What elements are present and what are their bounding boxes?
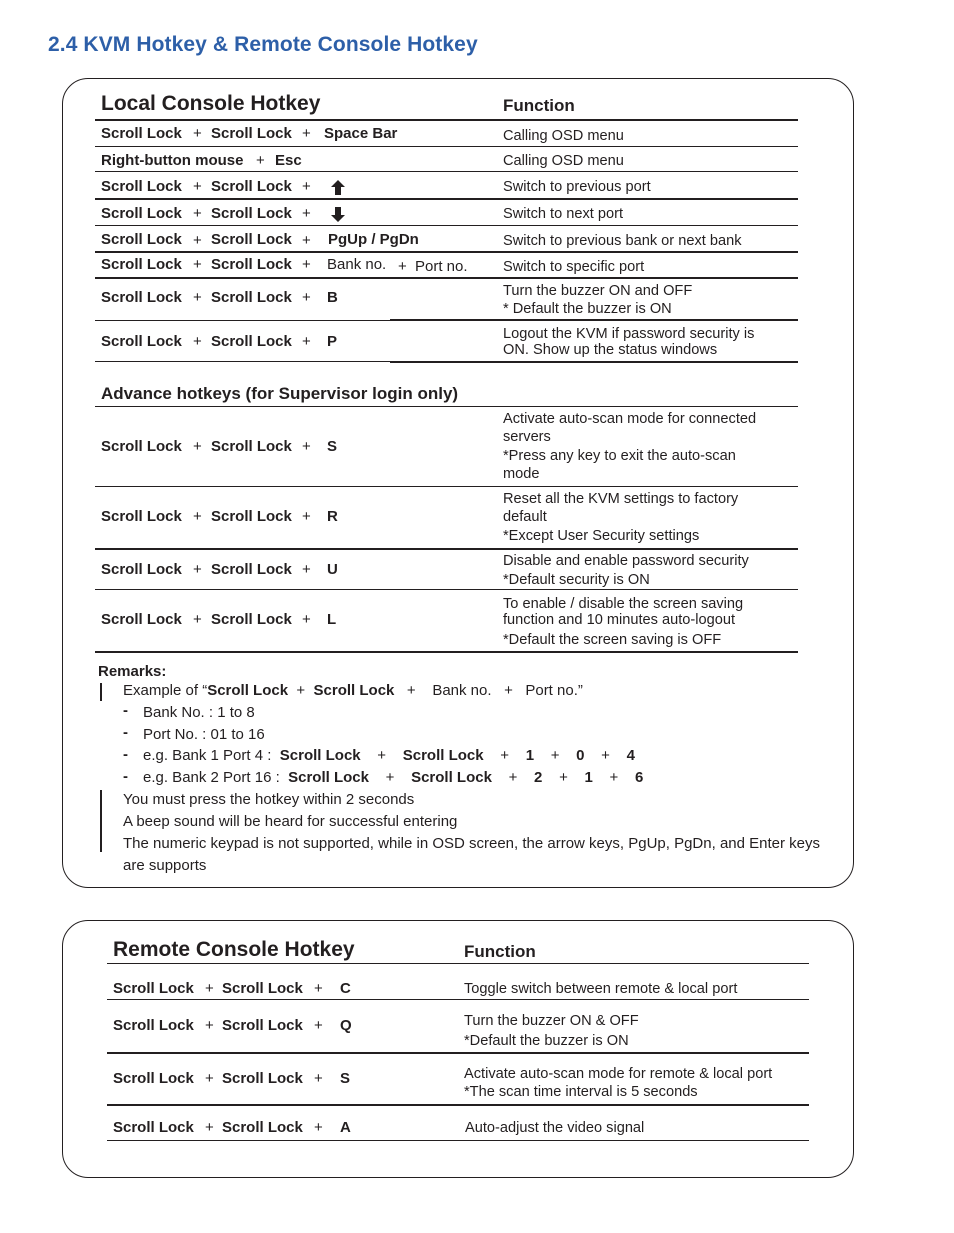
- function-text: mode: [503, 466, 540, 482]
- divider: [95, 361, 390, 362]
- divider: [95, 486, 798, 487]
- divider: [107, 999, 809, 1000]
- divider: [107, 963, 809, 964]
- plus: +: [385, 769, 395, 786]
- function-text: Calling OSD menu: [503, 153, 624, 169]
- plus: +: [398, 258, 407, 275]
- dash: -: [123, 724, 128, 741]
- divider: [390, 361, 798, 363]
- key-pgup-pgdn: PgUp / PgDn: [328, 231, 419, 248]
- function-text: To enable / disable the screen saving: [503, 596, 744, 612]
- key-right-button-mouse: Right-button mouse: [101, 152, 244, 169]
- key-scroll-lock: Scroll Lock: [101, 333, 182, 350]
- key-scroll-lock: Scroll Lock: [211, 231, 292, 248]
- key-esc: Esc: [275, 152, 302, 169]
- remark-note: are supports: [123, 857, 207, 874]
- plus: +: [302, 289, 311, 306]
- key-scroll-lock: Scroll Lock: [288, 769, 369, 786]
- remark-note: A beep sound will be heard for successful entering: [123, 813, 458, 830]
- function-text: *Press any key to exit the auto-scan: [503, 448, 736, 464]
- key-scroll-lock: Scroll Lock: [222, 1119, 303, 1136]
- function-text: Reset all the KVM settings to factory: [503, 491, 739, 507]
- key-scroll-lock: Scroll Lock: [101, 205, 182, 222]
- plus: +: [314, 1070, 323, 1087]
- remark-note: The numeric keypad is not supported, while in OSD screen, the arrow keys, PgUp, PgDn, and Enter keys: [123, 835, 821, 852]
- key-scroll-lock: Scroll Lock: [411, 769, 492, 786]
- divider: [95, 198, 798, 200]
- digit: 2: [534, 769, 543, 786]
- function-text: Switch to previous bank or next bank: [503, 233, 742, 249]
- arrow-up-icon: [331, 180, 345, 195]
- divider: [107, 1104, 809, 1106]
- divider: [95, 225, 798, 226]
- function-text: Turn the buzzer ON & OFF: [464, 1013, 639, 1029]
- function-text: Auto-adjust the video signal: [465, 1120, 645, 1136]
- key-scroll-lock: Scroll Lock: [211, 205, 292, 222]
- function-text: servers: [503, 429, 551, 445]
- key-s: S: [327, 438, 338, 455]
- key-bank-no: Bank no.: [327, 256, 387, 273]
- local-console-title: Local Console Hotkey: [101, 92, 321, 115]
- function-text: Calling OSD menu: [503, 128, 624, 144]
- function-text: Logout the KVM if password security is: [503, 326, 755, 342]
- function-text: *Default security is ON: [503, 572, 650, 588]
- function-text: *Default the screen saving is OFF: [503, 632, 722, 648]
- key-scroll-lock: Scroll Lock: [113, 1070, 194, 1087]
- plus: +: [193, 178, 202, 195]
- key-scroll-lock: Scroll Lock: [113, 980, 194, 997]
- function-text: *The scan time interval is 5 seconds: [464, 1084, 698, 1100]
- key-scroll-lock: Scroll Lock: [211, 125, 292, 142]
- plus: +: [302, 178, 311, 195]
- plus: +: [314, 1017, 323, 1034]
- divider: [390, 319, 798, 321]
- plus: +: [559, 769, 568, 786]
- key-scroll-lock: Scroll Lock: [101, 125, 182, 142]
- key-scroll-lock: Scroll Lock: [211, 178, 292, 195]
- example-label: e.g. Bank 2 Port 16 :: [143, 769, 280, 786]
- remote-function-header: Function: [464, 942, 536, 961]
- plus: +: [377, 747, 387, 764]
- key-scroll-lock: Scroll Lock: [101, 508, 182, 525]
- plus: +: [500, 747, 510, 764]
- key-r: R: [327, 508, 338, 525]
- bullet-bar: [100, 683, 102, 701]
- plus: +: [193, 125, 202, 142]
- key-scroll-lock: Scroll Lock: [211, 333, 292, 350]
- key-scroll-lock: Scroll Lock: [101, 438, 182, 455]
- divider: [107, 1140, 809, 1141]
- remark-example: [123, 682, 583, 699]
- page-heading: 2.4 KVM Hotkey & Remote Console Hotkey: [48, 33, 478, 56]
- digit: 4: [626, 747, 635, 764]
- key-port-no: Port no.: [415, 258, 468, 275]
- remark-example-1: [143, 747, 635, 764]
- plus: +: [302, 232, 311, 249]
- plus: +: [302, 333, 311, 350]
- key-u: U: [327, 561, 338, 578]
- plus: +: [193, 232, 202, 249]
- plus: +: [193, 333, 202, 350]
- remark-example-2: [143, 769, 643, 786]
- example-key: Scroll Lock: [313, 682, 395, 699]
- divider: [95, 277, 798, 279]
- plus: +: [302, 438, 311, 455]
- divider: [107, 1052, 809, 1054]
- plus: +: [406, 682, 416, 699]
- key-scroll-lock: Scroll Lock: [113, 1119, 194, 1136]
- digit: 1: [525, 747, 535, 764]
- plus: +: [302, 205, 311, 222]
- plus: +: [609, 769, 619, 786]
- function-text: ON. Show up the status windows: [503, 342, 718, 358]
- bullet-bar: [100, 790, 102, 852]
- function-text: Toggle switch between remote & local port: [464, 981, 738, 997]
- key-scroll-lock: Scroll Lock: [101, 289, 182, 306]
- divider: [95, 651, 798, 653]
- digit: 1: [584, 769, 593, 786]
- remark-note: You must press the hotkey within 2 seconds: [123, 791, 415, 808]
- function-text: Activate auto-scan mode for remote & local port: [464, 1066, 773, 1082]
- key-scroll-lock: Scroll Lock: [222, 1017, 303, 1034]
- plus: +: [193, 256, 202, 273]
- remarks-title: Remarks:: [98, 663, 167, 680]
- function-text: *Except User Security settings: [503, 528, 700, 544]
- divider: [95, 406, 798, 407]
- plus: +: [550, 747, 560, 764]
- function-text: * Default the buzzer is ON: [503, 301, 672, 317]
- key-s: S: [340, 1070, 351, 1087]
- key-scroll-lock: Scroll Lock: [279, 747, 361, 764]
- key-scroll-lock: Scroll Lock: [101, 561, 182, 578]
- plus: +: [302, 125, 311, 142]
- key-b: B: [327, 289, 338, 306]
- key-scroll-lock: Scroll Lock: [222, 1070, 303, 1087]
- plus: +: [205, 1070, 214, 1087]
- plus: +: [205, 1119, 214, 1136]
- plus: +: [193, 508, 202, 525]
- function-text: Activate auto-scan mode for connected: [503, 411, 757, 427]
- key-c: C: [340, 980, 351, 997]
- plus: +: [302, 508, 311, 525]
- key-scroll-lock: Scroll Lock: [211, 561, 292, 578]
- digit: 6: [634, 769, 644, 786]
- function-text: Disable and enable password security: [503, 553, 749, 569]
- key-space-bar: Space Bar: [324, 125, 398, 142]
- example-key: Scroll Lock: [207, 682, 289, 699]
- plus: +: [256, 152, 265, 169]
- digit: 0: [576, 747, 585, 764]
- key-scroll-lock: Scroll Lock: [101, 611, 182, 628]
- divider: [95, 251, 798, 253]
- key-scroll-lock: Scroll Lock: [101, 231, 182, 248]
- function-text: *Default the buzzer is ON: [464, 1033, 629, 1049]
- plus: +: [193, 289, 202, 306]
- key-a: A: [340, 1119, 351, 1136]
- example-port: Port no.”: [525, 682, 583, 699]
- function-text: Switch to previous port: [503, 179, 651, 195]
- key-scroll-lock: Scroll Lock: [222, 980, 303, 997]
- function-text: Switch to specific port: [503, 259, 645, 275]
- plus: +: [302, 561, 311, 578]
- arrow-down-icon: [331, 207, 345, 222]
- key-scroll-lock: Scroll Lock: [101, 256, 182, 273]
- plus: +: [302, 611, 311, 628]
- plus: +: [314, 980, 323, 997]
- plus: +: [205, 1017, 214, 1034]
- key-scroll-lock: Scroll Lock: [101, 178, 182, 195]
- local-function-header: Function: [503, 96, 575, 115]
- key-scroll-lock: Scroll Lock: [211, 611, 292, 628]
- function-text: Turn the buzzer ON and OFF: [503, 283, 693, 299]
- plus: +: [296, 682, 306, 699]
- plus: +: [193, 561, 202, 578]
- divider: [95, 320, 390, 321]
- key-scroll-lock: Scroll Lock: [211, 508, 292, 525]
- plus: +: [205, 980, 214, 997]
- divider: [95, 589, 798, 590]
- plus: +: [314, 1119, 323, 1136]
- example-prefix: Example of “: [123, 682, 208, 699]
- key-scroll-lock: Scroll Lock: [113, 1017, 194, 1034]
- key-scroll-lock: Scroll Lock: [211, 289, 292, 306]
- example-bank: Bank no.: [432, 682, 492, 699]
- plus: +: [302, 256, 311, 273]
- remark-port-range: Port No. : 01 to 16: [143, 726, 265, 743]
- remote-console-title: Remote Console Hotkey: [113, 938, 355, 961]
- advance-hotkeys-title: Advance hotkeys (for Supervisor login only): [101, 384, 459, 403]
- divider: [95, 171, 798, 172]
- dash: -: [123, 746, 128, 763]
- dash: -: [123, 702, 128, 719]
- key-scroll-lock: Scroll Lock: [211, 256, 292, 273]
- key-scroll-lock: Scroll Lock: [211, 438, 292, 455]
- divider: [95, 119, 798, 121]
- remark-bank-range: Bank No. : 1 to 8: [143, 704, 255, 721]
- plus: +: [193, 438, 202, 455]
- function-text: Switch to next port: [503, 206, 624, 222]
- plus: +: [601, 747, 610, 764]
- example-label: e.g. Bank 1 Port 4 :: [143, 747, 272, 764]
- plus: +: [193, 611, 202, 628]
- key-scroll-lock: Scroll Lock: [402, 747, 484, 764]
- key-q: Q: [340, 1017, 352, 1034]
- plus: +: [193, 205, 202, 222]
- divider: [95, 548, 798, 550]
- key-l: L: [327, 611, 337, 628]
- plus: +: [504, 682, 513, 699]
- key-p: P: [327, 333, 338, 350]
- function-text: function and 10 minutes auto-logout: [503, 612, 736, 628]
- function-text: default: [503, 509, 547, 525]
- plus: +: [508, 769, 518, 786]
- divider: [95, 146, 798, 147]
- dash: -: [123, 768, 128, 785]
